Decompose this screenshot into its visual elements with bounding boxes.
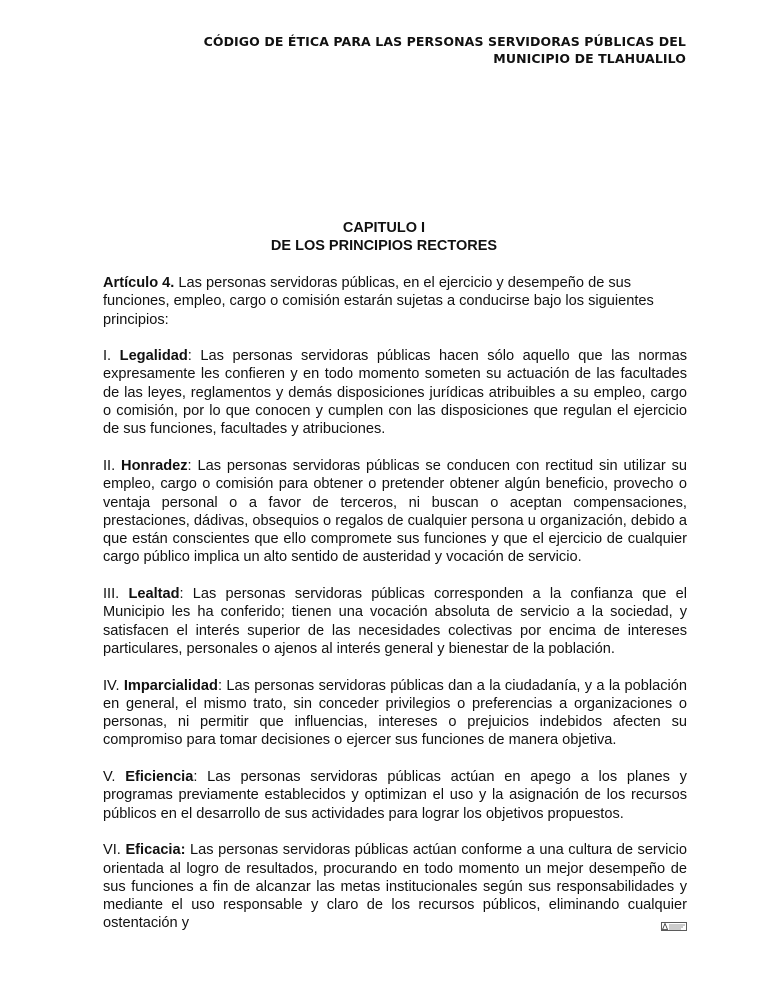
document-stamp-icon [661,922,687,931]
chapter-title: DE LOS PRINCIPIOS RECTORES [270,238,498,254]
principle-text: : Las personas servidoras públicas corresponden a la confianza que el Municipio les ha conferido; tienen una vocación absoluta de servicio a la sociedad, y satisfacen el interés superior de las necesidades colectivas por encima de intereses particulares, personales o ajenos al interés general y bienestar de la población. [103,586,687,657]
chapter-number: CAPITULO I [342,220,426,236]
principle-numeral: II. [103,457,122,474]
principle-text: Las personas servidoras públicas actúan conforme a una cultura de servicio orientada al logro de resultados, procurando en todo momento un mejor desempeño de sus funciones a fin de alcanzar las metas institucionales según sus responsabilidades y mediante el uso responsable y claro de los recursos públicos, eliminando cualquier ostentación y [103,842,687,932]
principle-name: Eficiencia [125,769,194,786]
principle-numeral: V. [103,769,126,786]
principle-numeral: VI. [103,842,126,859]
principle-name: Legalidad [119,348,188,365]
principle-paragraph-legalidad [103,347,687,438]
article-label: Artículo 4. [103,275,175,291]
principle-name: Imparcialidad [123,677,218,694]
principle-paragraph-honradez [103,457,687,567]
document-header [204,33,686,67]
principle-name: Eficacia: [125,842,186,859]
principle-text: : Las personas servidoras públicas hacen sólo aquello que las normas expresamente les confieren y en todo momento someten su actuación de las facultades de las leyes, reglamentos y demás disposiciones jurídicas atribuibles a su empleo, cargo o comisión, por lo que conocen y cumplen con las disposiciones que regulan el ejercicio de sus funciones, facultades y atribuciones. [103,348,687,438]
article-paragraph [103,274,687,329]
principle-numeral: I. [103,348,120,365]
principle-numeral: III. [103,586,129,603]
principle-name: Lealtad [128,586,180,603]
principle-text: : Las personas servidoras públicas se conducen con rectitud sin utilizar su empleo, cargo o comisión para obtener o pretender obtener algún beneficio, provecho o ventaja personal o a favor de terceros, ni buscan o aceptan compensaciones, prestaciones, dádivas, obsequios o regalos de cualquier persona u organización, debido a que están conscientes que ello compromete sus funciones y que el ejercicio de cualquier cargo público implica un alto sentido de austeridad y vocación de servicio. [103,457,687,566]
principle-text: : Las personas servidoras públicas actúan en apego a los planes y programas previamente establecidos y optimizan el uso y la asignación de los recursos públicos en el desarrollo de sus actividades para lograr los objetivos propuestos. [103,769,687,822]
principle-paragraph-imparcialidad [103,677,687,750]
principle-paragraph-eficacia [103,841,687,932]
document-body [103,274,687,951]
article-text: Las personas servidoras públicas, en el ejercicio y desempeño de sus funciones, empleo, cargo o comisión estarán sujetas a conducirse bajo los siguientes principios: [103,275,654,328]
chapter-heading [0,219,768,255]
principle-paragraph-eficiencia [103,768,687,823]
principle-numeral: IV. [103,677,124,694]
principle-paragraph-lealtad [103,585,687,658]
header-title-line-1: CÓDIGO DE ÉTICA PARA LAS PERSONAS SERVIDORAS PÚBLICAS DEL [203,34,686,49]
principle-name: Honradez [121,457,188,474]
principle-text: : Las personas servidoras públicas dan a la ciudadanía, y a la población en general, el mismo trato, sin conceder privilegios o preferencias a organizaciones o personas, ni permitir que influencias, intereses o prejuicios indebidos afecten su compromiso para tomar decisiones o ejercer sus funciones de manera objetiva. [103,677,687,749]
header-title-line-2: MUNICIPIO DE TLAHUALILO [493,51,686,66]
